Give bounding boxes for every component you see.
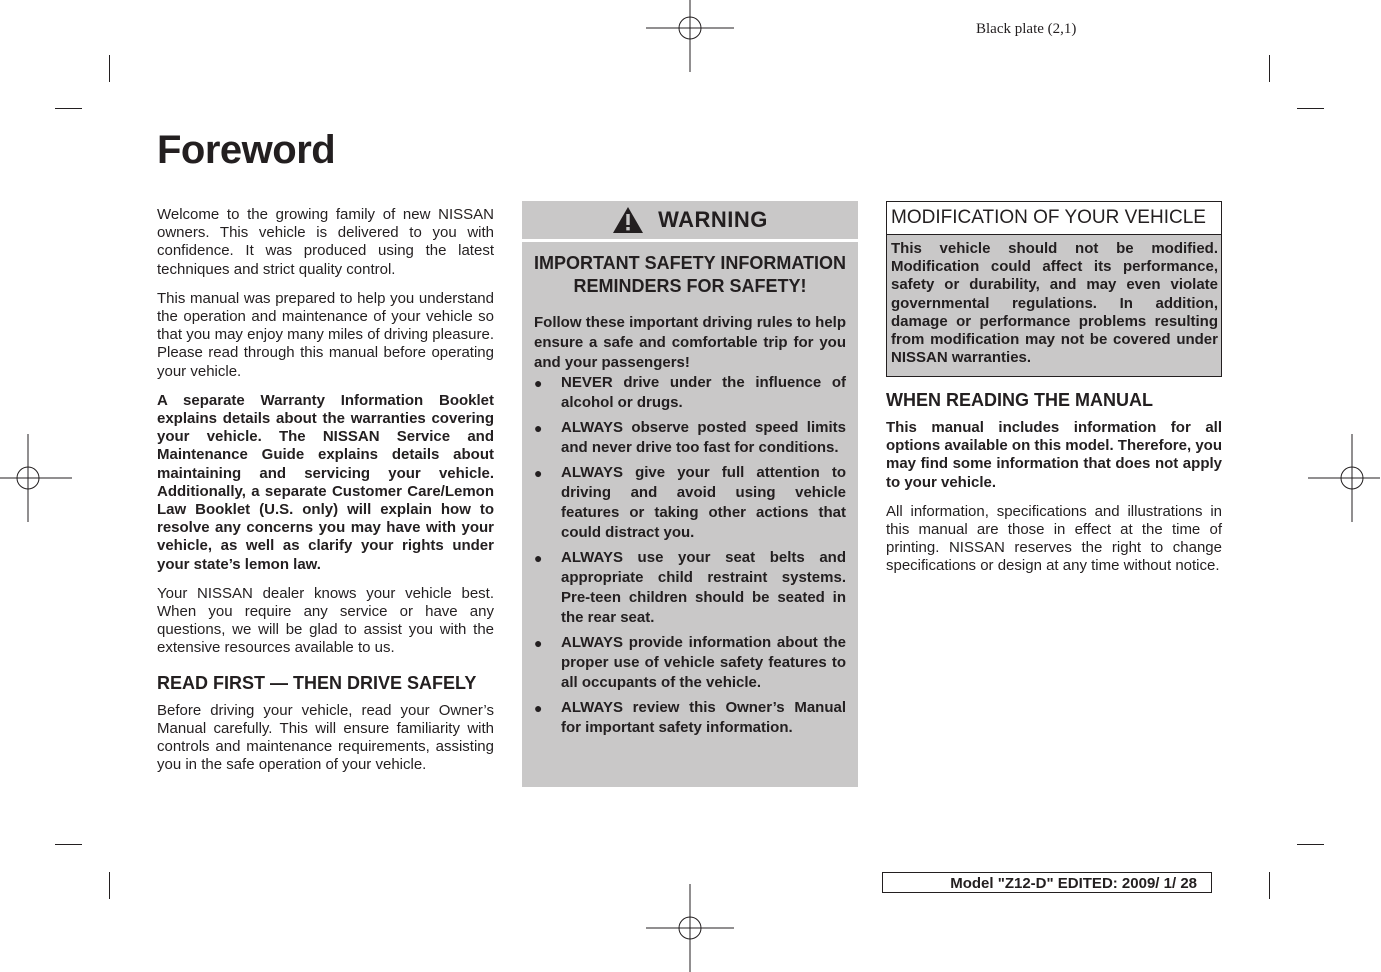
- list-item: ● ALWAYS give your full attention to driving and avoid using vehicle features or taking other actions that could distract you.: [534, 464, 846, 541]
- read-first-paragraph: Before driving your vehicle, read your Owner’s Manual carefully. This will ensure familiarity with controls and maintenance requirements, assisting you in the safe operation of your vehicle.: [157, 701, 494, 774]
- manual-purpose-paragraph: This manual was prepared to help you understand the operation and maintenance of your vehicle so that you may enjoy many miles of driving pleasure. Please read through this manual before operating your vehicle.: [157, 289, 494, 380]
- bullet-icon: ●: [534, 420, 543, 436]
- reading-column: [886, 389, 1222, 587]
- specifications-paragraph: All information, specifications and illustrations in this manual are those in effect at the time of printing. NISSAN reserves the right to change specifications or design at any time without notice.: [886, 502, 1222, 575]
- list-item: ● ALWAYS provide information about the proper use of vehicle safety features to all occupants of the vehicle.: [534, 634, 846, 691]
- registration-mark-icon: [0, 434, 72, 522]
- bullet-icon: ●: [534, 700, 543, 716]
- dealer-paragraph: Your NISSAN dealer knows your vehicle best. When you require any service or have any questions, we will be glad to assist you with the extensive resources available to us.: [157, 584, 494, 657]
- options-paragraph: This manual includes information for all options available on this model. Therefore, you may find some information that does not apply to your vehicle.: [886, 419, 1222, 491]
- crop-mark: [109, 55, 110, 82]
- warning-intro: Follow these important driving rules to help ensure a safe and comfortable trip for you and your passengers!: [534, 314, 846, 371]
- crop-mark: [1269, 872, 1270, 899]
- bullet-icon: ●: [534, 375, 543, 391]
- read-first-heading: READ FIRST — THEN DRIVE SAFELY: [157, 672, 477, 693]
- page-title: Foreword: [157, 128, 336, 172]
- bullet-icon: ●: [534, 635, 543, 651]
- warranty-paragraph: A separate Warranty Information Booklet explains details about the warranties covering your vehicle. The NISSAN Service and Maintenance Guide explains details about maintaining and servicing your vehicle. Additionally, a separate Customer Care/Lemon Law Booklet (U.S. only) will explain how to resolve any concerns you may have with your vehicle, as well as clarify your rights under your state’s lemon law.: [157, 391, 494, 573]
- warning-header: [522, 201, 858, 242]
- registration-mark-icon: [646, 884, 734, 972]
- crop-mark: [1269, 55, 1270, 82]
- intro-column: [157, 206, 494, 785]
- modification-body: This vehicle should not be modified. Modification could affect its performance, safety or durability, and may even violate governmental regulations. In addition, damage or performance problems resulting from modification may not be covered under NISSAN warranties.: [891, 240, 1218, 367]
- bullet-icon: ●: [534, 550, 543, 566]
- list-item: ● ALWAYS review this Owner’s Manual for important safety information.: [534, 699, 846, 736]
- crop-mark: [109, 872, 110, 899]
- warning-box: [522, 201, 858, 787]
- warning-label: WARNING: [658, 207, 768, 232]
- warning-body: [522, 242, 858, 738]
- list-item: ● NEVER drive under the influence of alcohol or drugs.: [534, 374, 846, 411]
- registration-mark-icon: [1308, 434, 1381, 522]
- modification-box: [886, 201, 1222, 377]
- edition-label: Model "Z12-D" EDITED: 2009/ 1/ 28: [950, 875, 1197, 892]
- warning-list: [534, 373, 846, 738]
- welcome-paragraph: Welcome to the growing family of new NISSAN owners. This vehicle is delivered to you with confidence. It was produced using the latest techniques and strict quality control.: [157, 206, 494, 278]
- crop-mark: [1297, 108, 1324, 109]
- registration-mark-icon: [646, 0, 734, 72]
- warning-heading: IMPORTANT SAFETY INFORMATION REMINDERS FOR SAFETY!: [534, 253, 846, 296]
- plate-label: Black plate (2,1): [976, 21, 1077, 37]
- list-item: ● ALWAYS observe posted speed limits and never drive too fast for conditions.: [534, 419, 846, 456]
- list-item: ● ALWAYS use your seat belts and appropriate child restraint systems. Pre-teen children should be seated in the rear seat.: [534, 549, 846, 626]
- crop-mark: [55, 108, 82, 109]
- crop-mark: [55, 844, 82, 845]
- warning-triangle-icon: [612, 206, 644, 234]
- edition-footer: [882, 872, 1212, 893]
- crop-mark: [1297, 844, 1324, 845]
- modification-heading: MODIFICATION OF YOUR VEHICLE: [887, 202, 1221, 235]
- reading-manual-heading: WHEN READING THE MANUAL: [886, 390, 1153, 410]
- bullet-icon: ●: [534, 465, 543, 481]
